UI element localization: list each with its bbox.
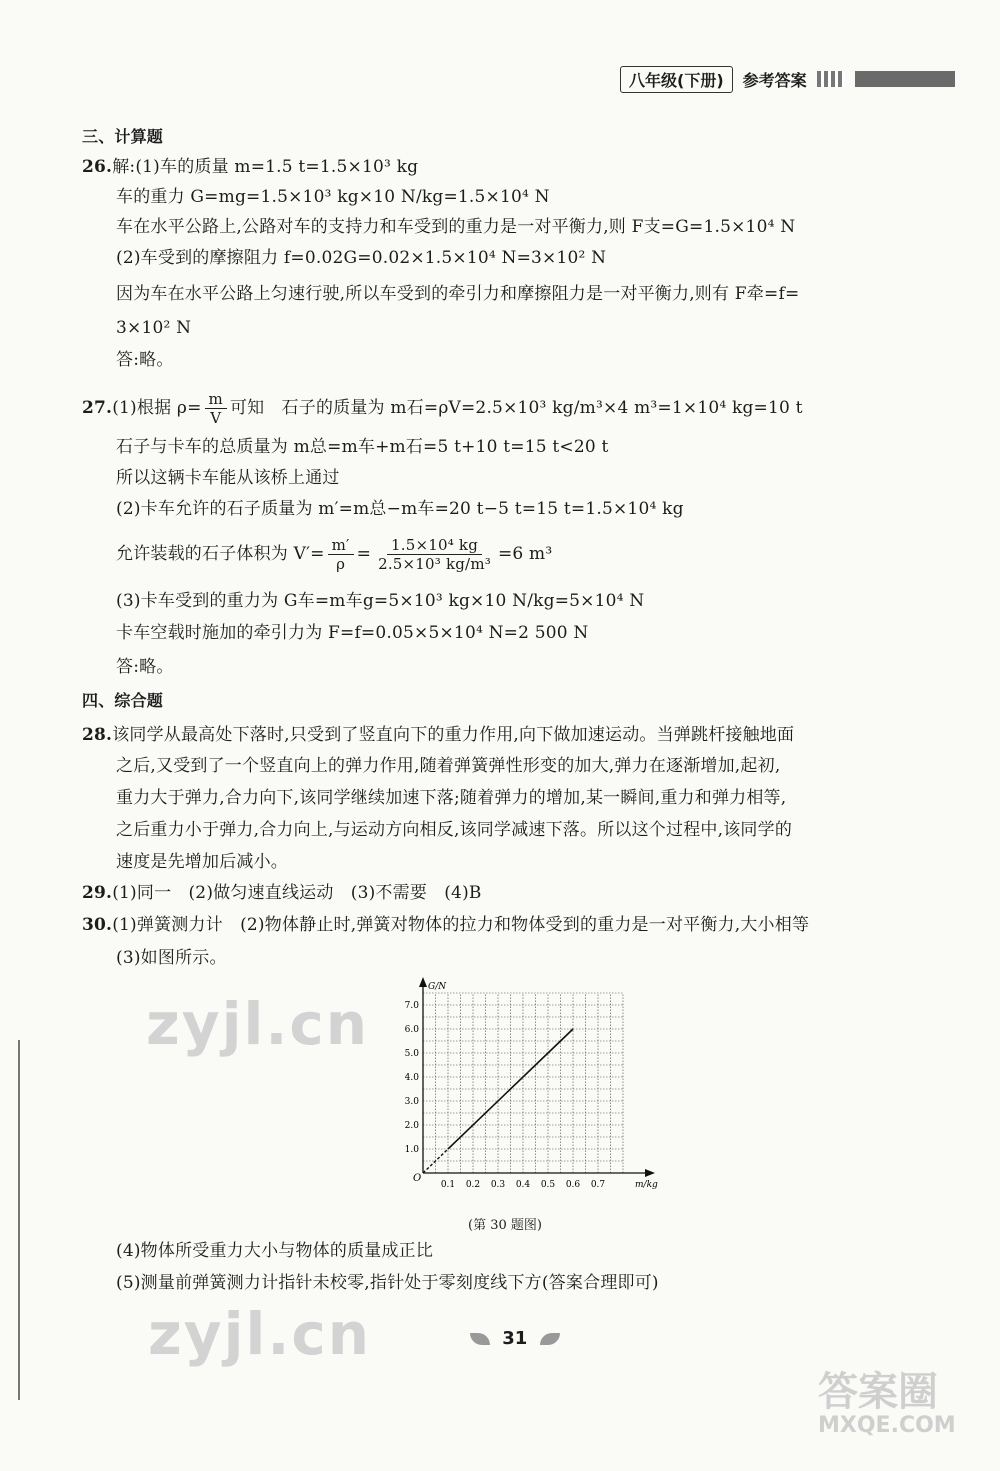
- figure-caption: (第 30 题图): [468, 1218, 542, 1233]
- q27-fraction-rho: $\frac{m}{V}$: [205, 390, 227, 427]
- q27-line5: 允许装载的石子体积为 V′= $\frac{m'}{\rho}$ = $\frac{\text{1.5×10⁴ kg}}{\text{2.5×10³ kg/m³}}$ =6 m³: [116, 536, 553, 573]
- q27-line3: 所以这辆卡车能从该桥上通过: [116, 468, 340, 488]
- q26-line5: 因为车在水平公路上匀速行驶,所以车受到的牵引力和摩擦阻力是一对平衡力,则有 F牵=f=: [116, 284, 800, 304]
- q26-number: 26.: [82, 157, 113, 177]
- q29-line1: 29.(1)同一 (2)做匀速直线运动 (3)不需要 (4)B: [82, 883, 482, 903]
- q28-line2: 之后,又受到了一个竖直向上的弹力作用,随着弹簧弹性形变的加大,弹力在逐渐增加,起初,: [116, 756, 781, 776]
- x-tick-label: 0.1: [440, 1180, 456, 1190]
- header-bar: [855, 71, 955, 87]
- q27-number: 27.: [82, 398, 113, 418]
- q27-text1a: (1)根据 ρ=: [112, 398, 202, 418]
- leaf-right-icon: [540, 1333, 560, 1345]
- origin-label: O: [413, 1173, 422, 1184]
- page-header: [620, 66, 955, 92]
- y-tick-label: 1.0: [404, 1145, 419, 1155]
- y-axis-arrow: [419, 977, 427, 987]
- y-tick-label: 4.0: [404, 1073, 419, 1083]
- q28-line1: 28.该同学从最高处下落时,只受到了竖直向下的重力作用,向下做加速运动。当弹跳杆接触地面: [82, 725, 795, 745]
- q26-line2: 车的重力 G=mg=1.5×10³ kg×10 N/kg=1.5×10⁴ N: [116, 187, 550, 207]
- q26-line4: (2)车受到的摩擦阻力 f=0.02G=0.02×1.5×10⁴ N=3×10² N: [116, 248, 607, 268]
- q29-number: 29.: [82, 883, 113, 903]
- section-title-comp: 四、综合题: [82, 691, 164, 710]
- q27-line7: 卡车空载时施加的牵引力为 F=f=0.05×5×10⁴ N=2 500 N: [116, 623, 589, 643]
- corner-stamp: 答案圈 MXQE.COM: [818, 1369, 956, 1438]
- x-tick-label: 0.4: [515, 1180, 531, 1190]
- q26-line1: [82, 156, 418, 178]
- q27-line8: 答:略。: [116, 657, 174, 677]
- q26-line3: 车在水平公路上,公路对车的支持力和车受到的重力是一对平衡力,则 F支=G=1.5×10⁴ N: [116, 217, 796, 237]
- q30-line5: (5)测量前弹簧测力计指针未校零,指针处于零刻度线下方(答案合理即可): [116, 1273, 659, 1293]
- q30-line4: (4)物体所受重力大小与物体的质量成正比: [116, 1241, 434, 1261]
- q26-line7: 答:略。: [116, 350, 174, 370]
- q27-text1b: 可知 石子的质量为 m石=ρV=2.5×10³ kg/m³×4 m³=1×10⁴ kg=10 t: [229, 398, 803, 418]
- grade-label: 八年级(下册): [620, 66, 733, 93]
- q28-line5: 速度是先增加后减小。: [116, 852, 288, 872]
- header-dots: [817, 71, 845, 87]
- watermark-2: zyjl.cn: [148, 1300, 372, 1368]
- g-m-chart: [385, 975, 658, 1190]
- y-tick-label: 3.0: [404, 1097, 419, 1107]
- q27-line2: 石子与卡车的总质量为 m总=m车+m石=5 t+10 t=15 t<20 t: [116, 437, 609, 457]
- q30-line2: (3)如图所示。: [116, 948, 227, 968]
- x-tick-label: 0.3: [490, 1180, 506, 1190]
- y-axis-label: G/N: [428, 982, 447, 992]
- margin-rule: [18, 1040, 20, 1400]
- x-axis-arrow: [645, 1169, 655, 1177]
- q27-text5b: =6 m³: [497, 544, 553, 564]
- x-tick-label: 0.7: [590, 1180, 606, 1190]
- q27-fraction-mrho: $\frac{m'}{\rho}$: [328, 536, 354, 573]
- q27-fraction-values: $\frac{\text{1.5×10⁴ kg}}{\text{2.5×10³ kg/m³}}$: [378, 536, 491, 573]
- y-tick-label: 6.0: [404, 1025, 419, 1035]
- x-axis-label: m/kg: [635, 1180, 658, 1190]
- q27-text5a: 允许装载的石子体积为 V′=: [116, 544, 325, 564]
- header-title: 参考答案: [742, 70, 807, 90]
- q28-line3: 重力大于弹力,合力向下,该同学继续加速下落;随着弹力的增加,某一瞬间,重力和弹力相等,: [116, 788, 787, 808]
- x-tick-label: 0.5: [540, 1180, 556, 1190]
- y-tick-label: 7.0: [404, 1001, 419, 1011]
- page-number: 31: [470, 1328, 560, 1349]
- q26-line6: 3×10² N: [116, 318, 192, 338]
- leaf-left-icon: [470, 1333, 490, 1345]
- section-title-calc: 三、计算题: [82, 127, 164, 146]
- q27-line6: (3)卡车受到的重力为 G车=m车g=5×10³ kg×10 N/kg=5×10⁴ N: [116, 591, 645, 611]
- watermark-1: zyjl.cn: [146, 990, 370, 1058]
- x-tick-label: 0.6: [565, 1180, 581, 1190]
- q28-number: 28.: [82, 725, 113, 745]
- x-tick-label: 0.2: [465, 1180, 481, 1190]
- q30-number: 30.: [82, 915, 113, 935]
- y-tick-label: 2.0: [404, 1121, 419, 1131]
- q27-line4: (2)卡车允许的石子质量为 m′=m总−m车=20 t−5 t=15 t=1.5×10⁴ kg: [116, 499, 684, 519]
- q30-line1: 30.(1)弹簧测力计 (2)物体静止时,弹簧对物体的拉力和物体受到的重力是一对平衡力,大小相等: [82, 915, 810, 935]
- q26-text1: 解:(1)车的质量 m=1.5 t=1.5×10³ kg: [112, 157, 419, 177]
- q28-line4: 之后重力小于弹力,合力向上,与运动方向相反,该同学减速下落。所以这个过程中,该同学的: [116, 820, 793, 840]
- y-tick-label: 5.0: [404, 1049, 419, 1059]
- q27-line1: [82, 390, 803, 427]
